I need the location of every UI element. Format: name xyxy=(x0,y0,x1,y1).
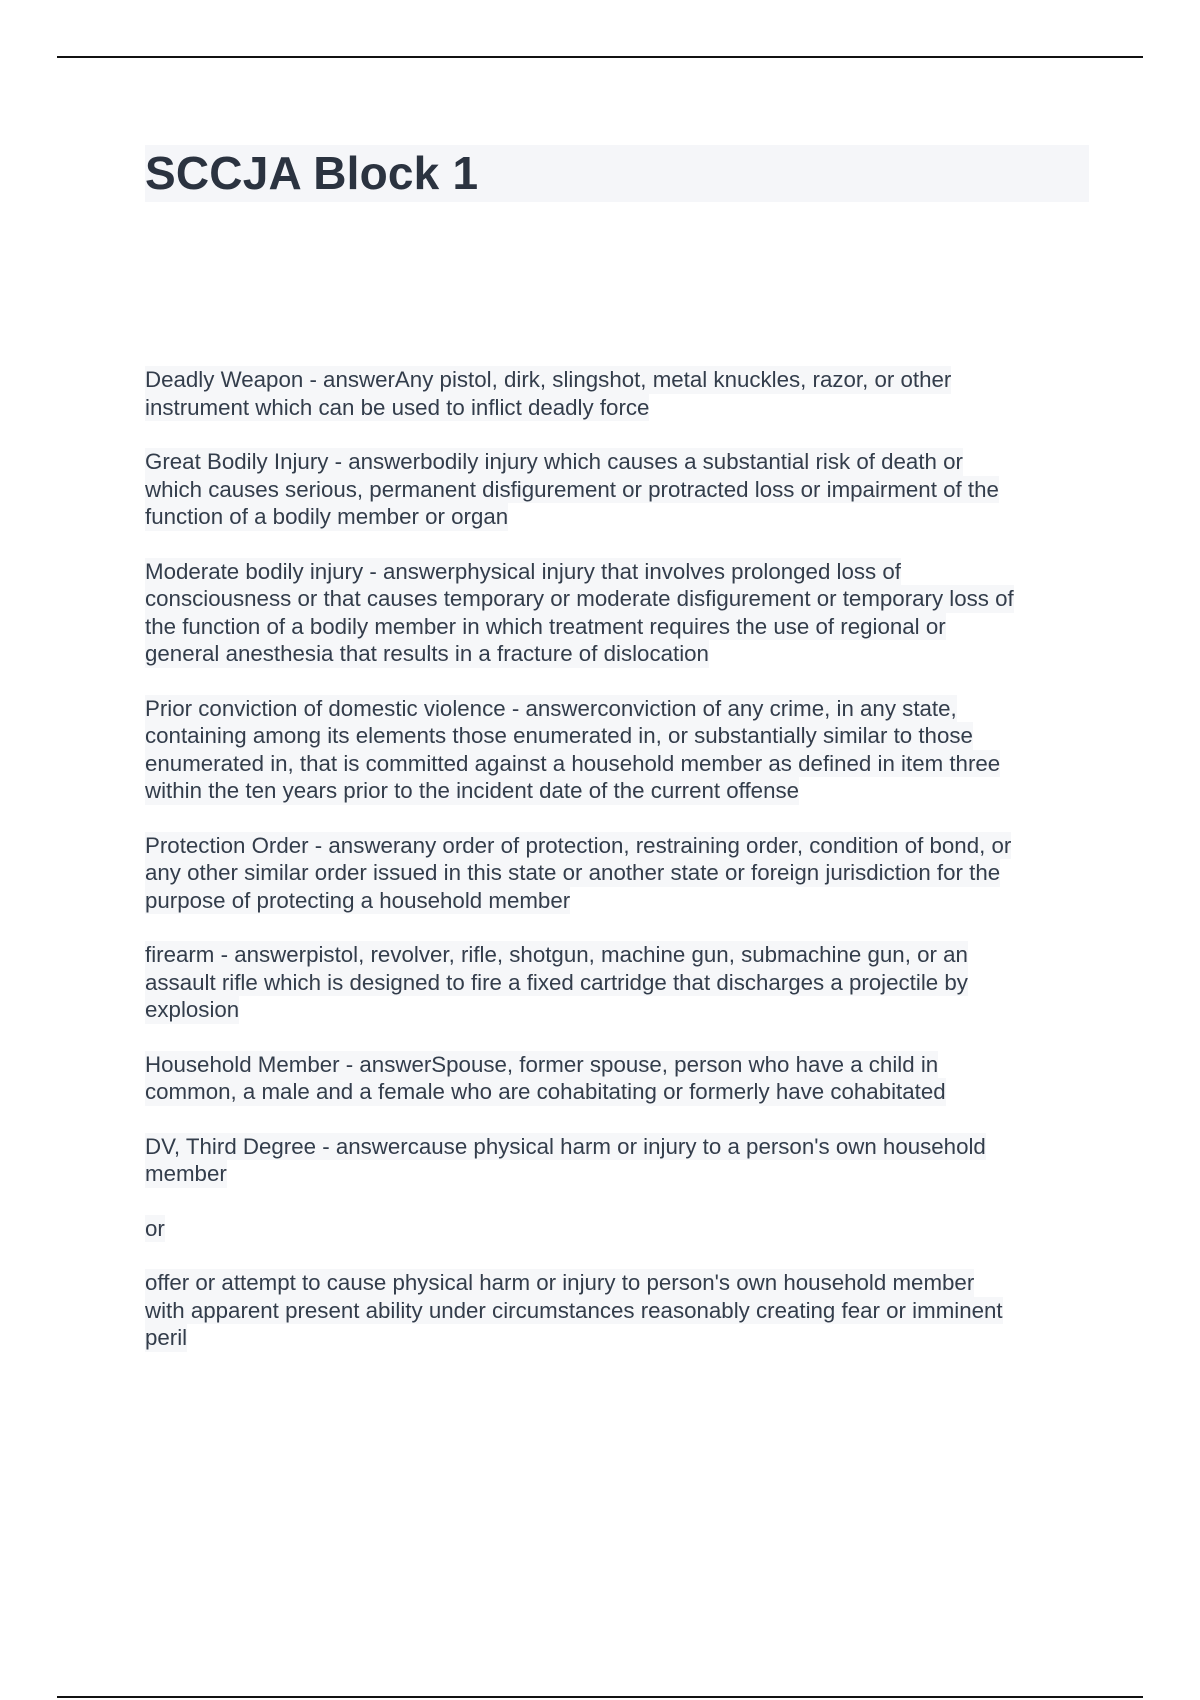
entry-text-line: instrument which can be used to inflict deadly force xyxy=(145,394,650,420)
entry-text-line: peril xyxy=(145,1325,188,1350)
entry-text-line: Protection Order - answerany order of protection, restraining order, condition of bond, or xyxy=(145,832,1012,858)
entry-text-line: general anesthesia that results in a fracture of dislocation xyxy=(145,641,709,666)
entry-text-line: any other similar order issued in this state or another state or foreign jurisdiction for the xyxy=(145,860,1001,885)
bottom-rule xyxy=(57,1696,1143,1698)
entry-text-line: function of a bodily member or organ xyxy=(145,504,509,529)
entry-text-line: assault rifle which is designed to fire a fixed cartridge that discharges a projectile by xyxy=(145,969,968,995)
entry-text-line: common, a male and a female who are cohabitating or formerly have cohabitated xyxy=(145,1079,946,1104)
entry-text-line: containing among its elements those enumerated in, or substantially similar to those xyxy=(145,723,973,748)
entry-text-line: firearm - answerpistol, revolver, rifle, shotgun, machine gun, submachine gun, or an xyxy=(145,942,968,967)
flashcard-entry xyxy=(145,1269,1095,1352)
flashcard-entry xyxy=(145,1133,1095,1188)
flashcard-list xyxy=(145,366,1095,1379)
flashcard-entry xyxy=(145,558,1095,668)
entry-text-line: member xyxy=(145,1161,227,1186)
entry-text-line: Great Bodily Injury - answerbodily injury which causes a substantial risk of death or xyxy=(145,449,963,474)
entry-text-line: the function of a bodily member in which treatment requires the use of regional or xyxy=(145,613,946,639)
flashcard-entry xyxy=(145,941,1095,1024)
entry-text-line: within the ten years prior to the incident date of the current offense xyxy=(145,778,800,803)
entry-text-line: Prior conviction of domestic violence - answerconviction of any crime, in any state, xyxy=(145,695,957,721)
flashcard-entry xyxy=(145,1051,1095,1106)
entry-text-line: offer or attempt to cause physical harm or injury to person's own household member xyxy=(145,1270,975,1295)
top-rule xyxy=(57,56,1143,58)
entry-text-line: consciousness or that causes temporary or moderate disfigurement or temporary loss of xyxy=(145,586,1014,611)
flashcard-entry xyxy=(145,832,1095,915)
entry-text-line: or xyxy=(145,1215,165,1241)
flashcard-entry xyxy=(145,366,1095,421)
entry-text-line: which causes serious, permanent disfigurement or protracted loss or impairment of the xyxy=(145,476,999,502)
entry-text-line: enumerated in, that is committed against a household member as defined in item three xyxy=(145,750,1001,776)
entry-text-line: purpose of protecting a household member xyxy=(145,887,571,913)
page-title: SCCJA Block 1 xyxy=(145,147,479,199)
flashcard-entry xyxy=(145,448,1095,531)
entry-text-line: DV, Third Degree - answercause physical harm or injury to a person's own household xyxy=(145,1133,986,1159)
entry-text-line: explosion xyxy=(145,997,240,1022)
flashcard-entry xyxy=(145,695,1095,805)
entry-text-line: Deadly Weapon - answerAny pistol, dirk, slingshot, metal knuckles, razor, or other xyxy=(145,367,952,392)
flashcard-entry xyxy=(145,1215,1095,1243)
entry-text-line: Moderate bodily injury - answerphysical injury that involves prolonged loss of xyxy=(145,558,901,584)
entry-text-line: with apparent present ability under circumstances reasonably creating fear or imminent xyxy=(145,1297,1003,1323)
entry-text-line: Household Member - answerSpouse, former spouse, person who have a child in xyxy=(145,1051,939,1077)
